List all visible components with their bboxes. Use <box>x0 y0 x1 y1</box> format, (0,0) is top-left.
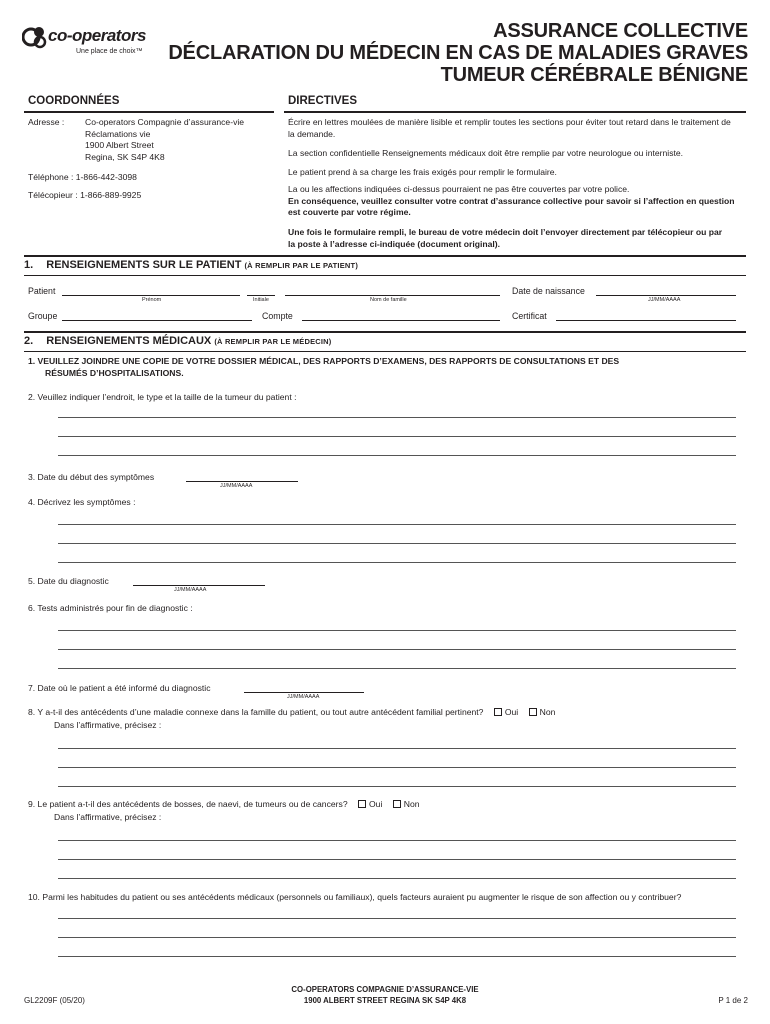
address-label: Adresse : <box>28 117 65 127</box>
q9-oui-checkbox[interactable] <box>358 800 366 808</box>
directives-heading: DIRECTIVES <box>288 95 358 107</box>
answer-10-line-3[interactable] <box>58 956 736 957</box>
section-1-number: 1. <box>24 259 34 271</box>
address-line: Regina, SK S4P 4K8 <box>85 151 165 162</box>
question-8 <box>28 707 555 717</box>
question-9 <box>28 799 420 809</box>
question-9-text: 9. Le patient a-t-il des antécédents de bosses, de naevi, de tumeurs ou de cancers? <box>28 799 348 809</box>
answer-9-line-1[interactable] <box>58 840 736 841</box>
question-1: 1. VEUILLEZ JOINDRE UNE COPIE DE VOTRE DOSSIER MÉDICAL, DES RAPPORTS D’EXAMENS, DES RAPPORTS DE CONSULTATIONS ET DES <box>28 356 620 366</box>
section-1-top-rule <box>24 255 746 257</box>
answer-2-line-1[interactable] <box>58 417 736 418</box>
q8-non-label: Non <box>539 707 556 717</box>
section-1-subtitle: (À REMPLIR PAR LE PATIENT) <box>244 261 359 270</box>
answer-4-line-1[interactable] <box>58 524 736 525</box>
dob-field[interactable] <box>596 295 736 296</box>
groupe-label: Groupe <box>28 311 58 321</box>
directive-1: Écrire en lettres moulées de manière lisible et remplir toutes les sections pour éviter tout retard dans le traitement de la demande. <box>288 117 731 139</box>
groupe-field[interactable] <box>62 320 252 321</box>
section-1-heading <box>24 259 358 271</box>
question-8-text: 8. Y a-t-il des antécédents d’une maladie connexe dans la famille du patient, ou tout autre antécédent familial pertinent? <box>28 707 484 717</box>
answer-8-line-2[interactable] <box>58 767 736 768</box>
co-operators-logo-icon <box>22 24 48 50</box>
q8-oui-label: Oui <box>504 707 519 717</box>
answer-6-line-2[interactable] <box>58 649 736 650</box>
question-3: 3. Date du début des symptômes <box>28 472 155 482</box>
logo-wordmark: co-operators <box>48 26 146 45</box>
dob-format-caption: JJ/MM/AAAA <box>648 297 681 303</box>
question-4: 4. Décrivez les symptômes : <box>28 497 136 507</box>
directive-5: Une fois le formulaire rempli, le bureau de votre médecin doit l’envoyer directement par télécopieur ou par la poste à l’adresse ci-indiquée (document original). <box>288 227 723 249</box>
logo-tagline: Une place de choix™ <box>76 48 143 55</box>
section-2-top-rule <box>24 331 746 333</box>
answer-10-line-2[interactable] <box>58 937 736 938</box>
address-block <box>85 117 244 163</box>
section-1-title: RENSEIGNEMENTS SUR LE PATIENT <box>46 259 242 271</box>
question-2: 2. Veuillez indiquer l’endroit, le type et la taille de la tumeur du patient : <box>28 392 297 402</box>
initiale-caption: Initiale <box>253 297 269 303</box>
form-title <box>168 20 748 86</box>
answer-2-line-3[interactable] <box>58 455 736 456</box>
answer-10-line-1[interactable] <box>58 918 736 919</box>
footer-company-name: CO-OPERATORS COMPAGNIE D’ASSURANCE-VIE <box>291 985 479 994</box>
date-format-caption: JJ/MM/AAAA <box>287 694 320 700</box>
section-2-heading <box>24 335 332 347</box>
directive-4-text: La ou les affections indiquées ci-dessus pourraient ne pas être couvertes par votre police. <box>288 184 630 194</box>
directives-rule <box>284 111 746 113</box>
section-2-bottom-rule <box>24 351 746 352</box>
answer-2-line-2[interactable] <box>58 436 736 437</box>
patient-last-name-field[interactable] <box>285 295 500 296</box>
diagnosis-date-field[interactable] <box>133 585 265 586</box>
informed-date-field[interactable] <box>244 692 364 693</box>
directive-4 <box>288 184 738 219</box>
patient-label: Patient <box>28 286 56 296</box>
question-10: 10. Parmi les habitudes du patient ou ses antécédents médicaux (personnels ou familiaux), quels facteurs auraient pu augmenter le risque de son affection ou y contribuer? <box>28 892 682 902</box>
section-1-bottom-rule <box>24 275 746 276</box>
compte-field[interactable] <box>302 320 500 321</box>
form-code: GL2209F (05/20) <box>24 996 85 1005</box>
answer-8-line-3[interactable] <box>58 786 736 787</box>
answer-4-line-3[interactable] <box>58 562 736 563</box>
answer-9-line-3[interactable] <box>58 878 736 879</box>
q8-oui-checkbox[interactable] <box>494 708 502 716</box>
phone-number: Téléphone : 1-866-442-3098 <box>28 172 137 182</box>
coordonnees-rule <box>24 111 274 113</box>
footer-address: 1900 ALBERT STREET REGINA SK S4P 4K8 <box>303 996 467 1005</box>
q8-dans-affirmative: Dans l’affirmative, précisez : <box>54 720 162 730</box>
directive-3: Le patient prend à sa charge les frais exigés pour remplir le formulaire. <box>288 167 557 177</box>
q9-oui-label: Oui <box>369 799 383 809</box>
q9-non-checkbox[interactable] <box>393 800 401 808</box>
directive-2: La section confidentielle Renseignements médicaux doit être remplie par votre neurologue ou interniste. <box>288 148 684 158</box>
certificat-label: Certificat <box>512 311 547 321</box>
answer-4-line-2[interactable] <box>58 543 736 544</box>
title-line-3: TUMEUR CÉRÉBRALE BÉNIGNE <box>440 64 748 86</box>
symptoms-start-date-field[interactable] <box>186 481 298 482</box>
directive-4-bold: En conséquence, veuillez consulter votre contrat d’assurance collective pour savoir si l’affection en question est couverte par votre régime. <box>288 195 735 217</box>
address-line: Co-operators Compagnie d’assurance-vie <box>85 117 245 127</box>
footer-company <box>0 985 770 1005</box>
nom-caption: Nom de famille <box>370 297 407 303</box>
address-line: 1900 Albert Street <box>85 140 154 150</box>
question-7: 7. Date où le patient a été informé du diagnostic <box>28 683 211 693</box>
date-format-caption: JJ/MM/AAAA <box>220 483 253 489</box>
question-6: 6. Tests administrés pour fin de diagnostic : <box>28 603 193 613</box>
prenom-caption: Prénom <box>142 297 162 303</box>
section-2-title: RENSEIGNEMENTS MÉDICAUX <box>46 335 212 347</box>
section-2-subtitle: (À REMPLIR PAR LE MÉDECIN) <box>214 337 332 346</box>
answer-6-line-1[interactable] <box>58 630 736 631</box>
compte-label: Compte <box>262 311 293 321</box>
title-line-1: ASSURANCE COLLECTIVE <box>493 20 748 42</box>
question-5: 5. Date du diagnostic <box>28 576 109 586</box>
dob-label: Date de naissance <box>512 286 585 296</box>
question-1-cont: RÉSUMÉS D’HOSPITALISATIONS. <box>45 368 184 378</box>
q9-non-label: Non <box>403 799 420 809</box>
co-operators-logo <box>22 22 152 62</box>
patient-first-name-field[interactable] <box>62 295 240 296</box>
coordonnees-heading: COORDONNÉES <box>28 95 120 107</box>
date-format-caption: JJ/MM/AAAA <box>174 587 207 593</box>
section-2-number: 2. <box>24 335 34 347</box>
q8-non-checkbox[interactable] <box>529 708 537 716</box>
q9-dans-affirmative: Dans l’affirmative, précisez : <box>54 812 162 822</box>
patient-initial-field[interactable] <box>247 295 275 296</box>
title-line-2: DÉCLARATION DU MÉDECIN EN CAS DE MALADIES GRAVES <box>168 42 748 64</box>
fax-number: Télécopieur : 1-866-889-9925 <box>28 190 142 200</box>
answer-8-line-1[interactable] <box>58 748 736 749</box>
address-line: Réclamations vie <box>85 128 151 139</box>
page-number: P 1 de 2 <box>718 996 748 1005</box>
certificat-field[interactable] <box>556 320 736 321</box>
answer-6-line-3[interactable] <box>58 668 736 669</box>
answer-9-line-2[interactable] <box>58 859 736 860</box>
